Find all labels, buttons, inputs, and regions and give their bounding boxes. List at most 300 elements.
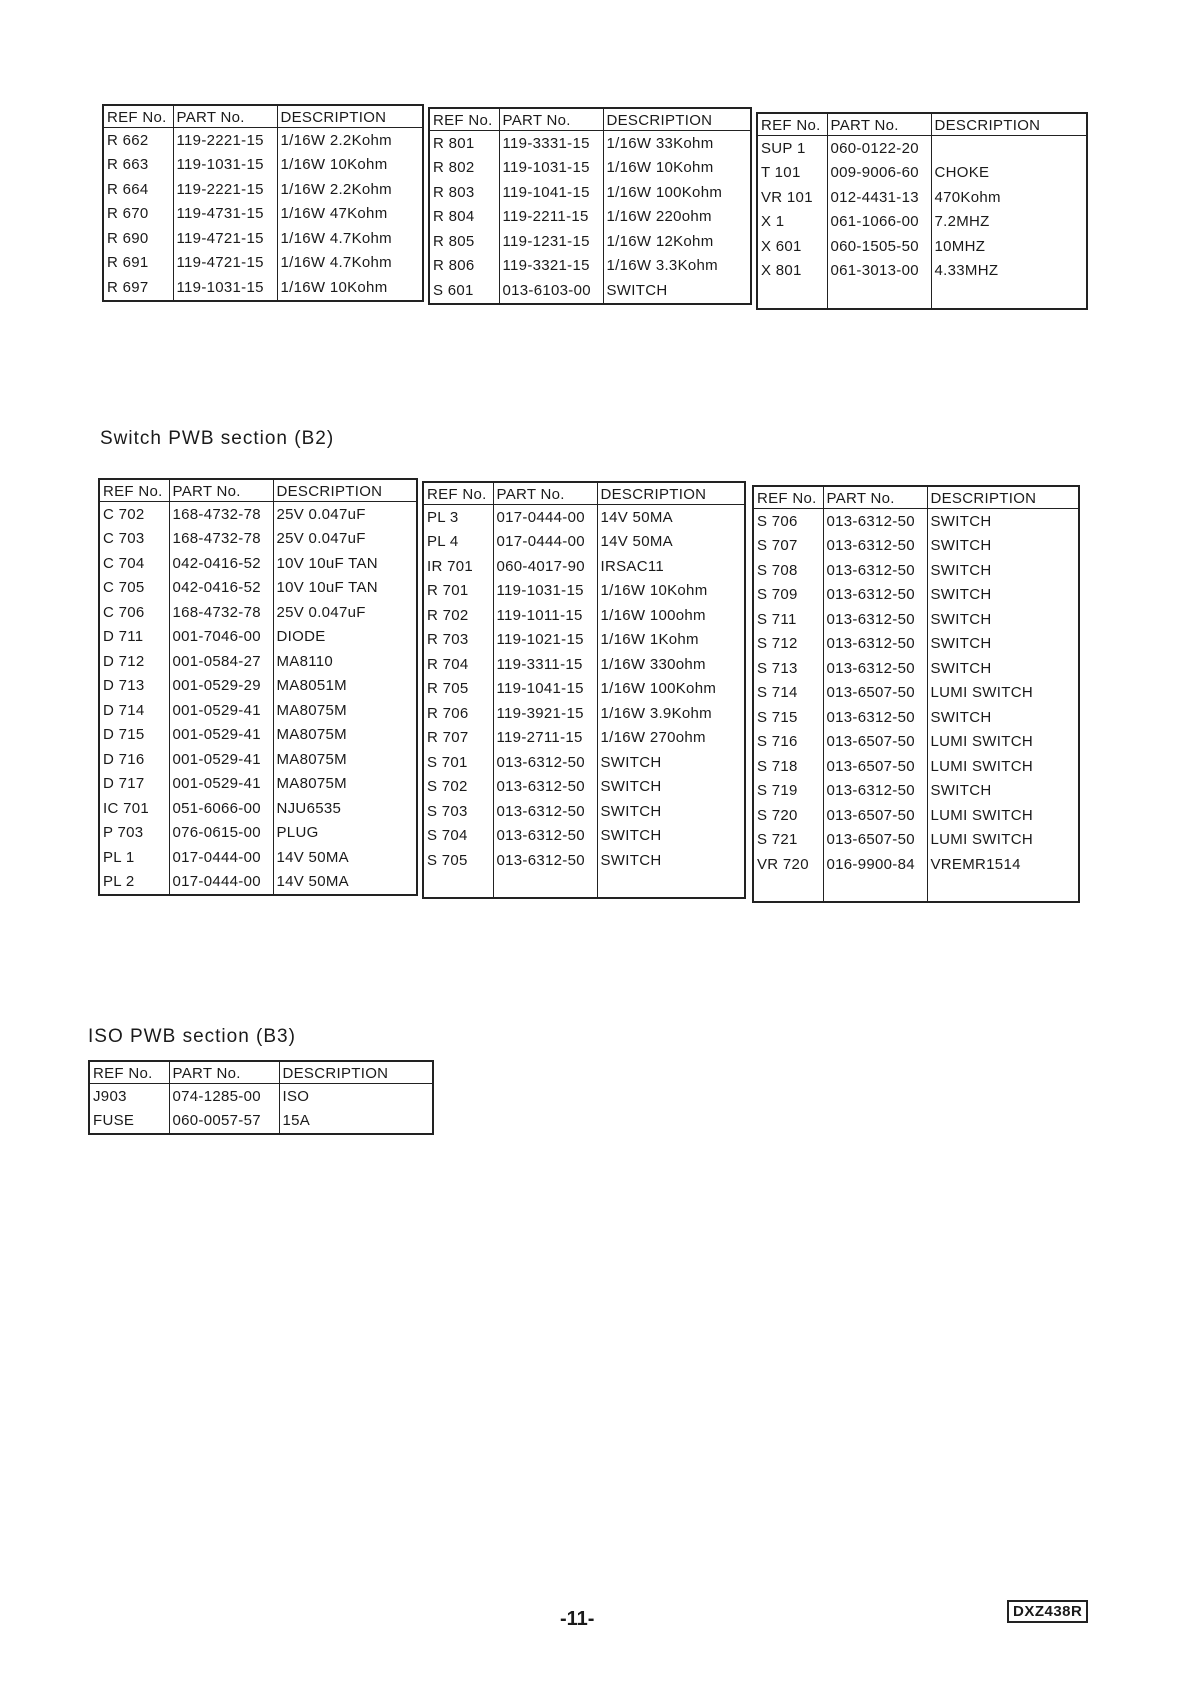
ref-no-cell: S 704 bbox=[423, 824, 493, 849]
description-cell: SWITCH bbox=[597, 824, 745, 849]
table-row bbox=[423, 554, 745, 579]
description-cell: 1/16W 2.2Kohm bbox=[277, 128, 423, 153]
table-row bbox=[753, 828, 1079, 853]
ref-no-cell: P 703 bbox=[99, 821, 169, 846]
ref-no-cell: VR 720 bbox=[753, 852, 823, 877]
parts-table bbox=[98, 478, 418, 896]
empty-cell bbox=[493, 873, 597, 899]
description-cell: SWITCH bbox=[927, 705, 1079, 730]
part-no-cell: 119-3921-15 bbox=[493, 701, 597, 726]
table-row bbox=[423, 677, 745, 702]
empty-table-row bbox=[753, 877, 1079, 903]
description-cell: 10MHZ bbox=[931, 234, 1087, 259]
table-row bbox=[753, 779, 1079, 804]
column-header: DESCRIPTION bbox=[279, 1061, 433, 1084]
part-no-cell: 001-0529-41 bbox=[169, 747, 273, 772]
empty-cell bbox=[757, 283, 827, 309]
ref-no-cell: VR 101 bbox=[757, 185, 827, 210]
table-row bbox=[99, 845, 417, 870]
description-cell: LUMI SWITCH bbox=[927, 730, 1079, 755]
part-no-cell: 013-6507-50 bbox=[823, 681, 927, 706]
table-row bbox=[423, 775, 745, 800]
table-row bbox=[99, 870, 417, 896]
table-row bbox=[429, 131, 751, 156]
ref-no-cell: D 715 bbox=[99, 723, 169, 748]
ref-no-cell: S 709 bbox=[753, 583, 823, 608]
description-cell: SWITCH bbox=[597, 750, 745, 775]
description-cell: 4.33MHZ bbox=[931, 259, 1087, 284]
part-no-cell: 119-1011-15 bbox=[493, 603, 597, 628]
part-no-cell: 017-0444-00 bbox=[493, 505, 597, 530]
ref-no-cell: S 712 bbox=[753, 632, 823, 657]
part-no-cell: 013-6312-50 bbox=[823, 607, 927, 632]
description-cell: 1/16W 100Kohm bbox=[603, 180, 751, 205]
description-cell: 1/16W 10Kohm bbox=[277, 153, 423, 178]
part-no-cell: 001-0529-41 bbox=[169, 723, 273, 748]
table-row bbox=[103, 128, 423, 153]
table-header-row bbox=[757, 113, 1087, 136]
empty-table-row bbox=[423, 873, 745, 899]
part-no-cell: 119-4731-15 bbox=[173, 202, 277, 227]
table-row bbox=[423, 530, 745, 555]
table-row bbox=[423, 701, 745, 726]
description-cell: LUMI SWITCH bbox=[927, 828, 1079, 853]
description-cell: ISO bbox=[279, 1084, 433, 1109]
table-row bbox=[103, 275, 423, 301]
table-row bbox=[99, 796, 417, 821]
column-header: PART No. bbox=[169, 479, 273, 502]
parts-table bbox=[422, 481, 746, 899]
description-cell: SWITCH bbox=[603, 278, 751, 304]
table-header-row bbox=[423, 482, 745, 505]
table-row bbox=[757, 136, 1087, 161]
ref-no-cell: S 708 bbox=[753, 558, 823, 583]
ref-no-cell: R 697 bbox=[103, 275, 173, 301]
column-header: PART No. bbox=[823, 486, 927, 509]
description-cell: 7.2MHZ bbox=[931, 210, 1087, 235]
part-no-cell: 013-6312-50 bbox=[493, 799, 597, 824]
table-row bbox=[753, 754, 1079, 779]
ref-no-cell: S 721 bbox=[753, 828, 823, 853]
part-no-cell: 119-1031-15 bbox=[173, 153, 277, 178]
ref-no-cell: R 702 bbox=[423, 603, 493, 628]
part-no-cell: 017-0444-00 bbox=[169, 845, 273, 870]
part-no-cell: 119-4721-15 bbox=[173, 226, 277, 251]
part-no-cell: 016-9900-84 bbox=[823, 852, 927, 877]
ref-no-cell: S 718 bbox=[753, 754, 823, 779]
ref-no-cell: PL 4 bbox=[423, 530, 493, 555]
empty-cell bbox=[823, 877, 927, 903]
table-row bbox=[429, 205, 751, 230]
parts-table bbox=[756, 112, 1088, 310]
ref-no-cell: R 662 bbox=[103, 128, 173, 153]
part-no-cell: 061-3013-00 bbox=[827, 259, 931, 284]
empty-cell bbox=[931, 283, 1087, 309]
empty-table-row bbox=[757, 283, 1087, 309]
table-row bbox=[753, 558, 1079, 583]
description-cell: 25V 0.047uF bbox=[273, 527, 417, 552]
part-no-cell: 119-1031-15 bbox=[499, 156, 603, 181]
section-heading-switch-pwb: Switch PWB section (B2) bbox=[100, 428, 335, 449]
ref-no-cell: S 715 bbox=[753, 705, 823, 730]
description-cell: 15A bbox=[279, 1109, 433, 1135]
ref-no-cell: R 804 bbox=[429, 205, 499, 230]
description-cell: SWITCH bbox=[927, 779, 1079, 804]
ref-no-cell: J903 bbox=[89, 1084, 169, 1109]
column-header: PART No. bbox=[499, 108, 603, 131]
table-row bbox=[423, 799, 745, 824]
table-row bbox=[99, 600, 417, 625]
part-no-cell: 013-6103-00 bbox=[499, 278, 603, 304]
table-row bbox=[99, 576, 417, 601]
part-no-cell: 001-0529-29 bbox=[169, 674, 273, 699]
column-header: DESCRIPTION bbox=[273, 479, 417, 502]
part-no-cell: 051-6066-00 bbox=[169, 796, 273, 821]
part-no-cell: 119-1031-15 bbox=[173, 275, 277, 301]
table-row bbox=[753, 509, 1079, 534]
ref-no-cell: R 802 bbox=[429, 156, 499, 181]
ref-no-cell: FUSE bbox=[89, 1109, 169, 1135]
description-cell: 1/16W 3.9Kohm bbox=[597, 701, 745, 726]
part-no-cell: 119-2211-15 bbox=[499, 205, 603, 230]
description-cell bbox=[931, 136, 1087, 161]
ref-no-cell: S 720 bbox=[753, 803, 823, 828]
ref-no-cell: R 704 bbox=[423, 652, 493, 677]
description-cell: LUMI SWITCH bbox=[927, 803, 1079, 828]
part-no-cell: 013-6312-50 bbox=[493, 848, 597, 873]
description-cell: NJU6535 bbox=[273, 796, 417, 821]
description-cell: SWITCH bbox=[927, 558, 1079, 583]
column-header: DESCRIPTION bbox=[927, 486, 1079, 509]
table-row bbox=[99, 747, 417, 772]
ref-no-cell: D 713 bbox=[99, 674, 169, 699]
part-no-cell: 074-1285-00 bbox=[169, 1084, 279, 1109]
description-cell: 1/16W 3.3Kohm bbox=[603, 254, 751, 279]
table-header-row bbox=[103, 105, 423, 128]
column-header: PART No. bbox=[169, 1061, 279, 1084]
description-cell: 1/16W 1Kohm bbox=[597, 628, 745, 653]
description-cell: 1/16W 10Kohm bbox=[603, 156, 751, 181]
table-row bbox=[423, 628, 745, 653]
column-header: REF No. bbox=[103, 105, 173, 128]
ref-no-cell: R 706 bbox=[423, 701, 493, 726]
ref-no-cell: S 707 bbox=[753, 534, 823, 559]
table-row bbox=[429, 278, 751, 304]
description-cell: MA8110 bbox=[273, 649, 417, 674]
table-row bbox=[753, 803, 1079, 828]
part-no-cell: 013-6312-50 bbox=[823, 583, 927, 608]
page-number: -11- bbox=[560, 1608, 595, 1630]
part-no-cell: 119-3321-15 bbox=[499, 254, 603, 279]
model-number-box: DXZ438R bbox=[1007, 1600, 1088, 1623]
table-header-row bbox=[99, 479, 417, 502]
column-header: PART No. bbox=[173, 105, 277, 128]
part-no-cell: 009-9006-60 bbox=[827, 161, 931, 186]
column-header: REF No. bbox=[423, 482, 493, 505]
column-header: REF No. bbox=[429, 108, 499, 131]
column-header: PART No. bbox=[827, 113, 931, 136]
ref-no-cell: S 701 bbox=[423, 750, 493, 775]
ref-no-cell: R 663 bbox=[103, 153, 173, 178]
ref-no-cell: D 714 bbox=[99, 698, 169, 723]
table-row bbox=[103, 202, 423, 227]
ref-no-cell: C 702 bbox=[99, 502, 169, 527]
table-row bbox=[753, 583, 1079, 608]
ref-no-cell: R 703 bbox=[423, 628, 493, 653]
table-row bbox=[753, 656, 1079, 681]
table-row bbox=[753, 534, 1079, 559]
part-no-cell: 012-4431-13 bbox=[827, 185, 931, 210]
description-cell: MA8075M bbox=[273, 723, 417, 748]
table-row bbox=[103, 251, 423, 276]
description-cell: SWITCH bbox=[927, 583, 1079, 608]
description-cell: SWITCH bbox=[597, 848, 745, 873]
ref-no-cell: R 801 bbox=[429, 131, 499, 156]
description-cell: 1/16W 12Kohm bbox=[603, 229, 751, 254]
description-cell: 1/16W 100ohm bbox=[597, 603, 745, 628]
ref-no-cell: D 711 bbox=[99, 625, 169, 650]
part-no-cell: 042-0416-52 bbox=[169, 551, 273, 576]
table-row bbox=[423, 824, 745, 849]
table-row bbox=[423, 579, 745, 604]
ref-no-cell: S 711 bbox=[753, 607, 823, 632]
table-row bbox=[99, 649, 417, 674]
part-no-cell: 013-6312-50 bbox=[823, 656, 927, 681]
table-header-row bbox=[429, 108, 751, 131]
table-row bbox=[757, 259, 1087, 284]
table-row bbox=[99, 772, 417, 797]
part-no-cell: 168-4732-78 bbox=[169, 502, 273, 527]
part-no-cell: 119-1231-15 bbox=[499, 229, 603, 254]
table-row bbox=[753, 632, 1079, 657]
description-cell: 1/16W 33Kohm bbox=[603, 131, 751, 156]
ref-no-cell: D 716 bbox=[99, 747, 169, 772]
table-row bbox=[99, 502, 417, 527]
part-no-cell: 013-6507-50 bbox=[823, 828, 927, 853]
table-row bbox=[753, 730, 1079, 755]
description-cell: PLUG bbox=[273, 821, 417, 846]
description-cell: 14V 50MA bbox=[273, 870, 417, 896]
part-no-cell: 119-3311-15 bbox=[493, 652, 597, 677]
description-cell: CHOKE bbox=[931, 161, 1087, 186]
part-no-cell: 119-1021-15 bbox=[493, 628, 597, 653]
ref-no-cell: S 601 bbox=[429, 278, 499, 304]
table-row bbox=[757, 161, 1087, 186]
part-no-cell: 013-6507-50 bbox=[823, 730, 927, 755]
ref-no-cell: R 806 bbox=[429, 254, 499, 279]
part-no-cell: 168-4732-78 bbox=[169, 600, 273, 625]
description-cell: SWITCH bbox=[927, 534, 1079, 559]
table-row bbox=[757, 210, 1087, 235]
description-cell: 1/16W 220ohm bbox=[603, 205, 751, 230]
column-header: DESCRIPTION bbox=[603, 108, 751, 131]
table-row bbox=[99, 551, 417, 576]
part-no-cell: 060-0057-57 bbox=[169, 1109, 279, 1135]
ref-no-cell: PL 3 bbox=[423, 505, 493, 530]
part-no-cell: 076-0615-00 bbox=[169, 821, 273, 846]
table-row bbox=[99, 821, 417, 846]
table-row bbox=[103, 226, 423, 251]
description-cell: SWITCH bbox=[597, 775, 745, 800]
empty-cell bbox=[927, 877, 1079, 903]
part-no-cell: 119-1031-15 bbox=[493, 579, 597, 604]
part-no-cell: 060-0122-20 bbox=[827, 136, 931, 161]
ref-no-cell: S 719 bbox=[753, 779, 823, 804]
part-no-cell: 013-6312-50 bbox=[493, 824, 597, 849]
table-row bbox=[423, 726, 745, 751]
part-no-cell: 119-2221-15 bbox=[173, 177, 277, 202]
description-cell: 1/16W 2.2Kohm bbox=[277, 177, 423, 202]
description-cell: 1/16W 10Kohm bbox=[277, 275, 423, 301]
ref-no-cell: PL 1 bbox=[99, 845, 169, 870]
column-header: DESCRIPTION bbox=[597, 482, 745, 505]
description-cell: 1/16W 330ohm bbox=[597, 652, 745, 677]
table-row bbox=[103, 177, 423, 202]
empty-cell bbox=[827, 283, 931, 309]
table-row bbox=[423, 848, 745, 873]
table-row bbox=[429, 229, 751, 254]
table-row bbox=[423, 505, 745, 530]
table-header-row bbox=[753, 486, 1079, 509]
ref-no-cell: R 705 bbox=[423, 677, 493, 702]
table-row bbox=[423, 603, 745, 628]
part-no-cell: 013-6507-50 bbox=[823, 803, 927, 828]
ref-no-cell: R 803 bbox=[429, 180, 499, 205]
parts-table bbox=[428, 107, 752, 305]
description-cell: 10V 10uF TAN bbox=[273, 551, 417, 576]
part-no-cell: 013-6507-50 bbox=[823, 754, 927, 779]
description-cell: 25V 0.047uF bbox=[273, 502, 417, 527]
description-cell: 14V 50MA bbox=[597, 505, 745, 530]
part-no-cell: 119-2221-15 bbox=[173, 128, 277, 153]
ref-no-cell: S 706 bbox=[753, 509, 823, 534]
table-row bbox=[429, 254, 751, 279]
description-cell: LUMI SWITCH bbox=[927, 754, 1079, 779]
parts-table bbox=[752, 485, 1080, 903]
parts-table bbox=[88, 1060, 434, 1135]
description-cell: IRSAC11 bbox=[597, 554, 745, 579]
ref-no-cell: R 701 bbox=[423, 579, 493, 604]
description-cell: MA8075M bbox=[273, 747, 417, 772]
part-no-cell: 119-1041-15 bbox=[499, 180, 603, 205]
table-row bbox=[99, 527, 417, 552]
part-no-cell: 060-1505-50 bbox=[827, 234, 931, 259]
description-cell: MA8075M bbox=[273, 698, 417, 723]
ref-no-cell: PL 2 bbox=[99, 870, 169, 896]
part-no-cell: 119-2711-15 bbox=[493, 726, 597, 751]
ref-no-cell: R 690 bbox=[103, 226, 173, 251]
table-row bbox=[429, 156, 751, 181]
description-cell: 1/16W 100Kohm bbox=[597, 677, 745, 702]
table-row bbox=[423, 652, 745, 677]
part-no-cell: 001-0584-27 bbox=[169, 649, 273, 674]
column-header: DESCRIPTION bbox=[931, 113, 1087, 136]
ref-no-cell: R 805 bbox=[429, 229, 499, 254]
description-cell: 1/16W 270ohm bbox=[597, 726, 745, 751]
table-row bbox=[89, 1109, 433, 1135]
table-row bbox=[103, 153, 423, 178]
description-cell: SWITCH bbox=[927, 656, 1079, 681]
ref-no-cell: S 705 bbox=[423, 848, 493, 873]
table-row bbox=[753, 705, 1079, 730]
part-no-cell: 013-6312-50 bbox=[823, 534, 927, 559]
ref-no-cell: IC 701 bbox=[99, 796, 169, 821]
ref-no-cell: S 702 bbox=[423, 775, 493, 800]
section-heading-iso-pwb: ISO PWB section (B3) bbox=[88, 1026, 296, 1047]
part-no-cell: 168-4732-78 bbox=[169, 527, 273, 552]
ref-no-cell: R 664 bbox=[103, 177, 173, 202]
ref-no-cell: X 1 bbox=[757, 210, 827, 235]
description-cell: DIODE bbox=[273, 625, 417, 650]
part-no-cell: 013-6312-50 bbox=[823, 779, 927, 804]
table-row bbox=[99, 723, 417, 748]
ref-no-cell: S 713 bbox=[753, 656, 823, 681]
ref-no-cell: S 716 bbox=[753, 730, 823, 755]
ref-no-cell: T 101 bbox=[757, 161, 827, 186]
part-no-cell: 119-1041-15 bbox=[493, 677, 597, 702]
ref-no-cell: S 703 bbox=[423, 799, 493, 824]
ref-no-cell: R 707 bbox=[423, 726, 493, 751]
description-cell: 10V 10uF TAN bbox=[273, 576, 417, 601]
column-header: DESCRIPTION bbox=[277, 105, 423, 128]
table-row bbox=[89, 1084, 433, 1109]
part-no-cell: 001-0529-41 bbox=[169, 772, 273, 797]
table-row bbox=[99, 674, 417, 699]
description-cell: SWITCH bbox=[597, 799, 745, 824]
ref-no-cell: X 601 bbox=[757, 234, 827, 259]
description-cell: 1/16W 47Kohm bbox=[277, 202, 423, 227]
part-no-cell: 001-0529-41 bbox=[169, 698, 273, 723]
ref-no-cell: C 706 bbox=[99, 600, 169, 625]
ref-no-cell: D 712 bbox=[99, 649, 169, 674]
table-header-row bbox=[89, 1061, 433, 1084]
description-cell: 25V 0.047uF bbox=[273, 600, 417, 625]
ref-no-cell: X 801 bbox=[757, 259, 827, 284]
description-cell: 1/16W 10Kohm bbox=[597, 579, 745, 604]
part-no-cell: 013-6312-50 bbox=[823, 705, 927, 730]
description-cell: 470Kohm bbox=[931, 185, 1087, 210]
ref-no-cell: R 691 bbox=[103, 251, 173, 276]
part-no-cell: 119-3331-15 bbox=[499, 131, 603, 156]
table-row bbox=[753, 607, 1079, 632]
ref-no-cell: R 670 bbox=[103, 202, 173, 227]
parts-table bbox=[102, 104, 424, 302]
ref-no-cell: S 714 bbox=[753, 681, 823, 706]
empty-cell bbox=[753, 877, 823, 903]
ref-no-cell: IR 701 bbox=[423, 554, 493, 579]
part-no-cell: 017-0444-00 bbox=[493, 530, 597, 555]
column-header: REF No. bbox=[99, 479, 169, 502]
column-header: REF No. bbox=[757, 113, 827, 136]
ref-no-cell: D 717 bbox=[99, 772, 169, 797]
empty-cell bbox=[597, 873, 745, 899]
column-header: REF No. bbox=[89, 1061, 169, 1084]
part-no-cell: 013-6312-50 bbox=[823, 632, 927, 657]
description-cell: MA8051M bbox=[273, 674, 417, 699]
ref-no-cell: C 703 bbox=[99, 527, 169, 552]
part-no-cell: 060-4017-90 bbox=[493, 554, 597, 579]
ref-no-cell: C 705 bbox=[99, 576, 169, 601]
ref-no-cell: C 704 bbox=[99, 551, 169, 576]
column-header: REF No. bbox=[753, 486, 823, 509]
description-cell: 1/16W 4.7Kohm bbox=[277, 251, 423, 276]
description-cell: VREMR1514 bbox=[927, 852, 1079, 877]
description-cell: 14V 50MA bbox=[597, 530, 745, 555]
table-row bbox=[429, 180, 751, 205]
part-no-cell: 013-6312-50 bbox=[823, 558, 927, 583]
description-cell: MA8075M bbox=[273, 772, 417, 797]
part-no-cell: 013-6312-50 bbox=[493, 775, 597, 800]
